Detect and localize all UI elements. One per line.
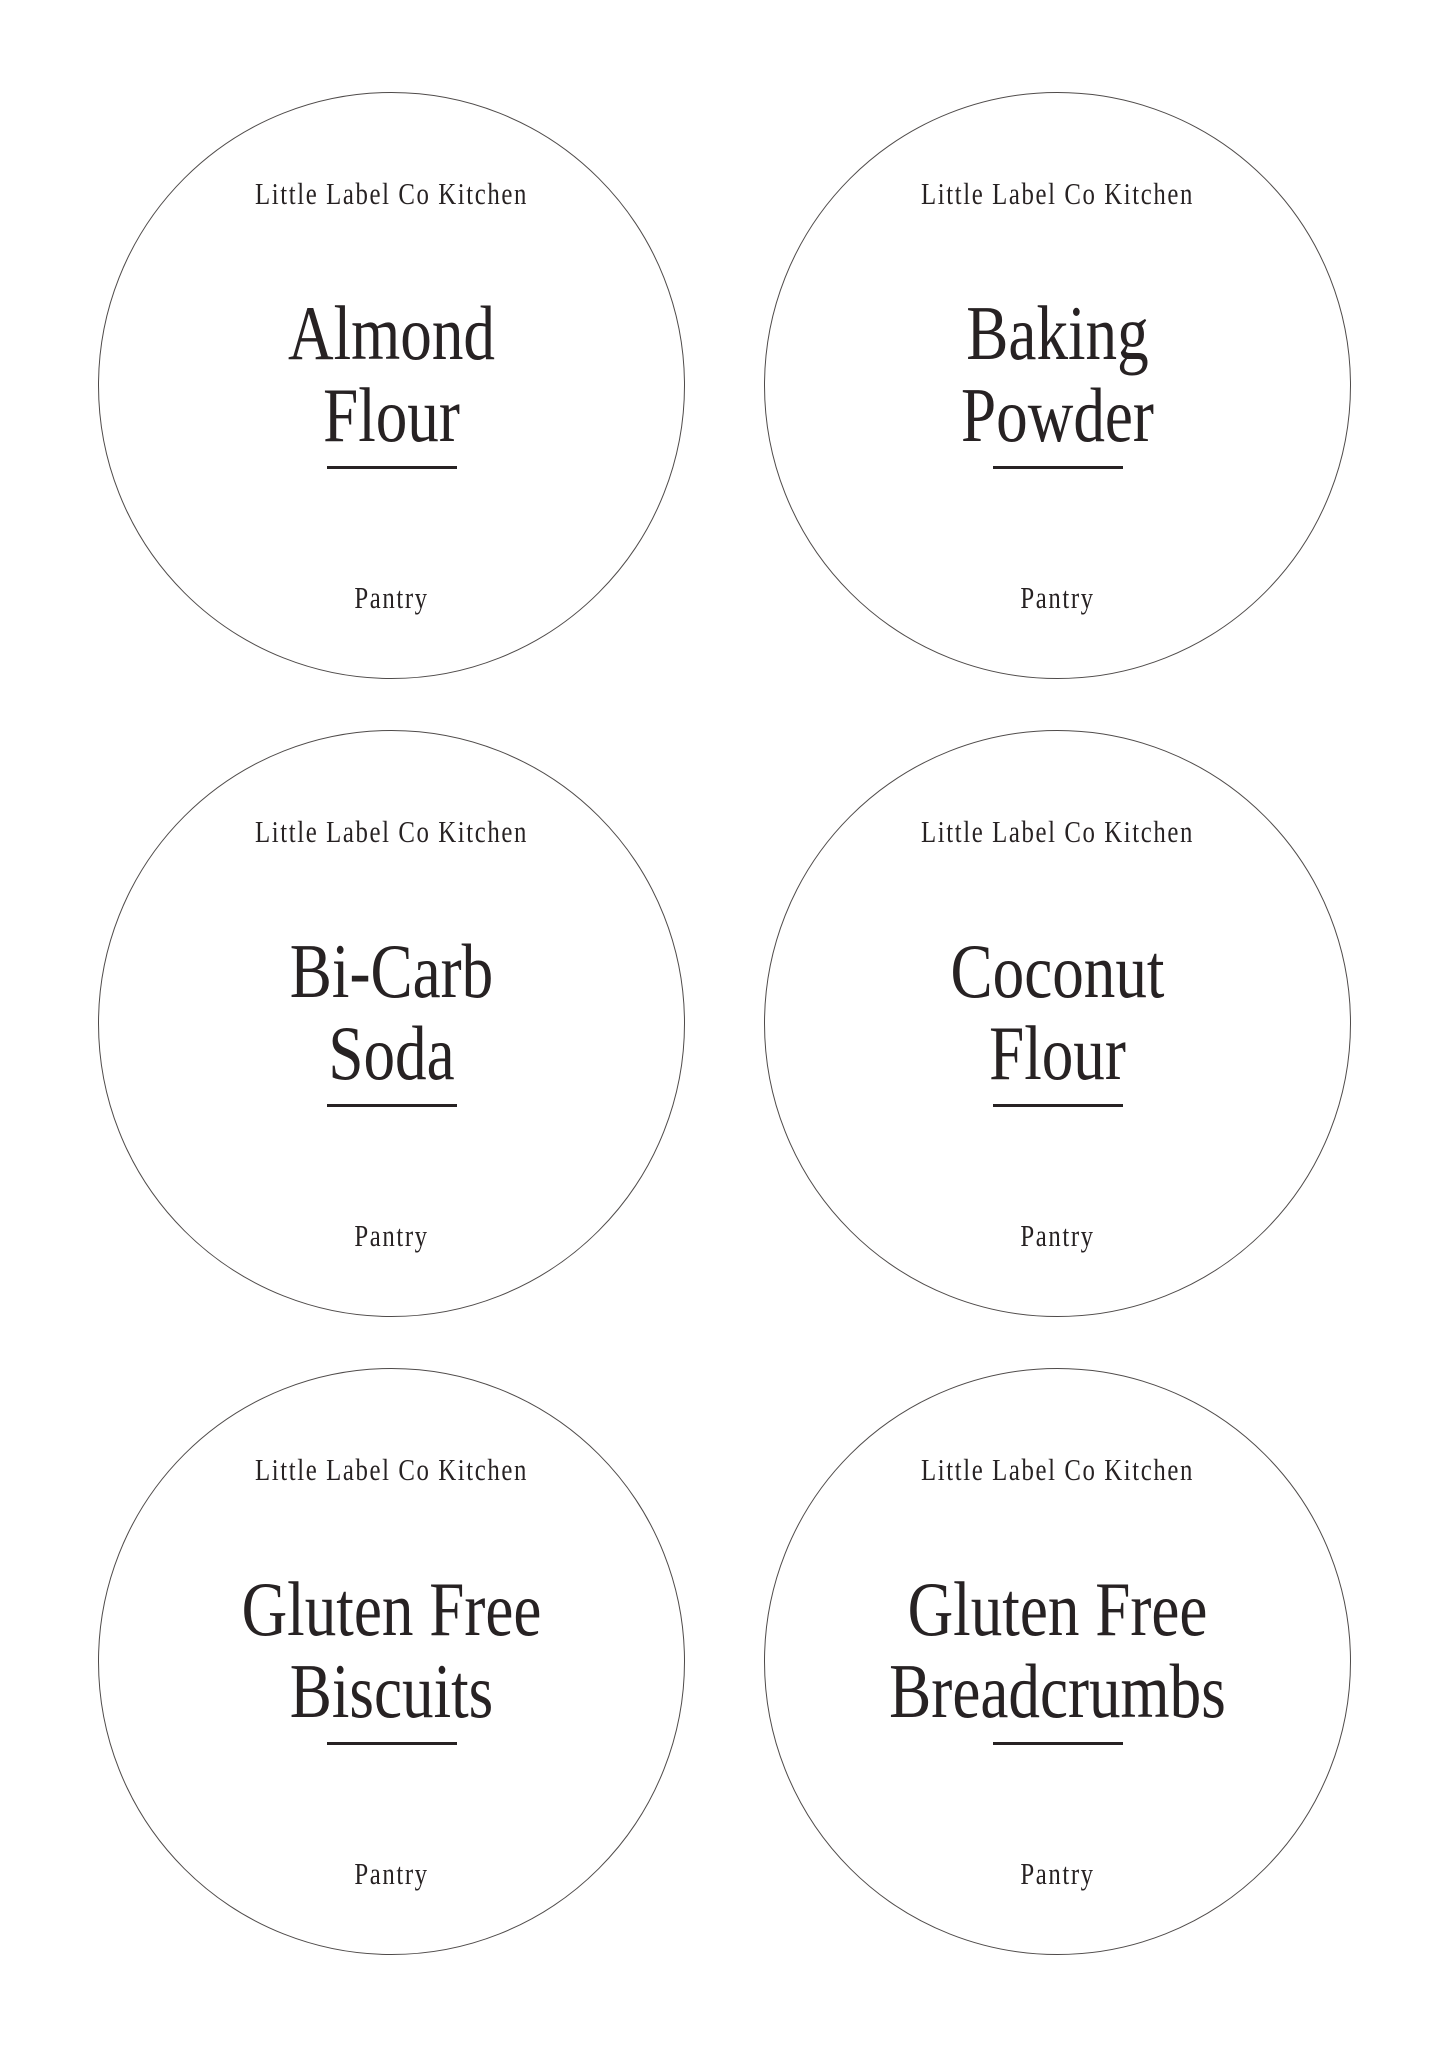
brand-text: Little Label Co Kitchen: [920, 814, 1195, 849]
product-name-line-1: Gluten Free: [907, 1566, 1208, 1652]
product-name: [818, 930, 1298, 1094]
pantry-label-baking-powder: [764, 92, 1351, 679]
product-name-line-1: Coconut: [950, 928, 1165, 1014]
category-text: Pantry: [1020, 1218, 1095, 1253]
category-text: Pantry: [354, 580, 429, 615]
brand-text: Little Label Co Kitchen: [920, 176, 1195, 211]
brand-text: Little Label Co Kitchen: [254, 814, 529, 849]
underline-rule: [993, 1104, 1123, 1107]
product-name: [152, 292, 632, 456]
product-name: [818, 1568, 1298, 1732]
product-name-line-1: Gluten Free: [241, 1566, 542, 1652]
product-name: [818, 292, 1298, 456]
pantry-label-gluten-free-biscuits: [98, 1368, 685, 1955]
underline-rule: [993, 466, 1123, 469]
product-name-line-2: Flour: [323, 372, 460, 458]
underline-rule: [993, 1742, 1123, 1745]
pantry-label-bi-carb-soda: [98, 730, 685, 1317]
product-name: [152, 1568, 632, 1732]
underline-rule: [327, 466, 457, 469]
category-text: Pantry: [1020, 580, 1095, 615]
pantry-label-almond-flour: [98, 92, 685, 679]
brand-text: Little Label Co Kitchen: [920, 1452, 1195, 1487]
product-name: [152, 930, 632, 1094]
product-name-line-2: Powder: [961, 372, 1154, 458]
underline-rule: [327, 1742, 457, 1745]
product-name-line-1: Bi-Carb: [289, 928, 494, 1014]
category-text: Pantry: [1020, 1856, 1095, 1891]
product-name-line-2: Breadcrumbs: [889, 1648, 1226, 1734]
brand-text: Little Label Co Kitchen: [254, 1452, 529, 1487]
category-text: Pantry: [354, 1218, 429, 1253]
brand-text: Little Label Co Kitchen: [254, 176, 529, 211]
pantry-label-coconut-flour: [764, 730, 1351, 1317]
product-name-line-2: Flour: [989, 1010, 1126, 1096]
category-text: Pantry: [354, 1856, 429, 1891]
product-name-line-2: Soda: [328, 1010, 455, 1096]
product-name-line-1: Baking: [966, 290, 1149, 376]
product-name-line-1: Almond: [288, 290, 495, 376]
product-name-line-2: Biscuits: [289, 1648, 494, 1734]
pantry-label-gluten-free-breadcrumbs: [764, 1368, 1351, 1955]
underline-rule: [327, 1104, 457, 1107]
